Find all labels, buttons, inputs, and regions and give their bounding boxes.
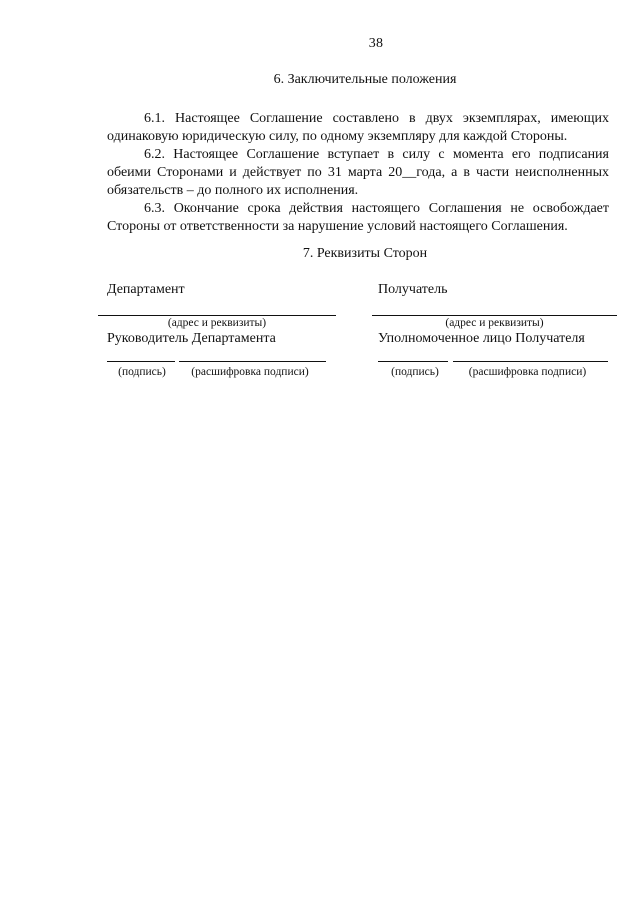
- clause-6-3: 6.3. Окончание срока действия настоящего Соглашения не освобождает Стороны от ответственности за нарушение условий настоящего Соглашения.: [107, 201, 609, 234]
- department-address-line: [98, 315, 336, 316]
- section-6-clauses: [107, 110, 609, 236]
- recipient-address-line: [372, 315, 617, 316]
- department-role: Руководитель Департамента: [107, 331, 276, 346]
- recipient-signature-line: [378, 361, 448, 362]
- department-title: Департамент: [107, 282, 185, 297]
- recipient-decoding-line: [453, 361, 608, 362]
- section-6-heading: 6. Заключительные положения: [273, 72, 457, 87]
- department-signature-caption: (подпись): [118, 366, 166, 378]
- recipient-signature-caption: (подпись): [391, 366, 439, 378]
- recipient-title: Получатель: [378, 282, 448, 297]
- section-7-heading: 7. Реквизиты Сторон: [302, 246, 428, 261]
- recipient-role: Уполномоченное лицо Получателя: [378, 331, 585, 346]
- recipient-decoding-caption: (расшифровка подписи): [468, 366, 587, 378]
- department-address-caption: (адрес и реквизиты): [167, 317, 267, 329]
- clause-6-2: 6.2. Настоящее Соглашение вступает в силу с момента его подписания обеими Сторонами и действует по 31 марта 20__года, а в части неисполненных обязательств – до полного их исполнения.: [107, 147, 609, 198]
- page-number: 38: [368, 36, 384, 51]
- department-decoding-caption: (расшифровка подписи): [191, 366, 309, 378]
- department-decoding-line: [179, 361, 326, 362]
- department-signature-line: [107, 361, 175, 362]
- clause-6-1: 6.1. Настоящее Соглашение составлено в двух экземплярах, имеющих одинаковую юридическую силу, по одному экземпляру для каждой Стороны.: [107, 111, 609, 144]
- recipient-address-caption: (адрес и реквизиты): [445, 317, 544, 329]
